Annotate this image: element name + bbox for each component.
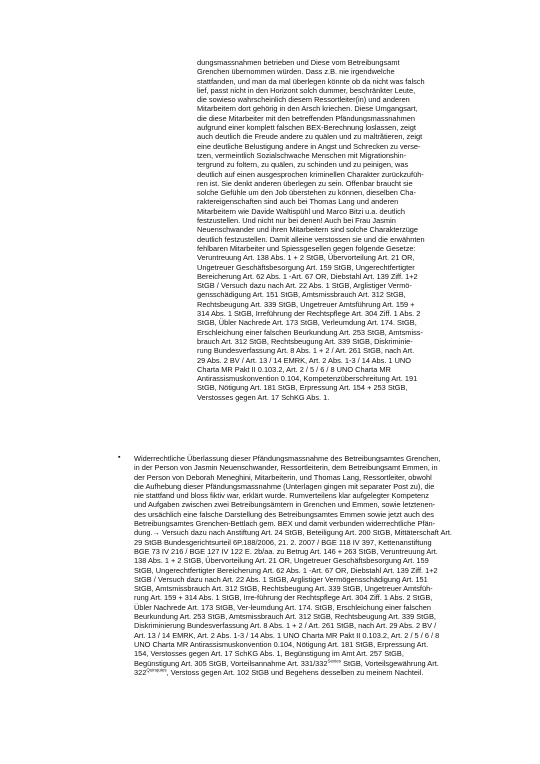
text-line: fehlbaren Mitarbeiter und Spiessgesellen gegen folgende Gesetze: [197, 243, 416, 253]
text-line: die sowieso wahrscheinlich diesem Ressortleiter(in) und anderen [197, 95, 410, 105]
text-line: tergrund zu foltern, zu quälen, zu schinden und zu peinigen, was [197, 160, 409, 170]
text-line: Erschleichung einer falschen Beurkundung Art. 253 StGB, Amtsmiss- [197, 327, 423, 337]
line-text: StGB, Vorteilsgewährung Art. [341, 658, 439, 668]
text-line: StGB, Ungerechtfertigter Bereicherung Art. 62 Abs. 1 -Art. 67 OR, Diebstahl Art. 139 Ziff. 1+2 [134, 565, 438, 575]
text-line: die Aufhebung dieser Pfändungsmassnahme (Unterlagen gingen mit separater Post zu), die [134, 481, 435, 491]
text-line: Widerrechtliche Überlassung dieser Pfändungsmassnahme des Betreibungsamtes Grenchen, [134, 454, 441, 463]
text-line: Rechtsbeugung Art. 339 StGB, Ungetreuer Amtsführung Art. 159 + [197, 299, 415, 309]
text-line: Verstosses gegen Art. 17 SchKG Abs. 1. [197, 392, 330, 402]
text-line: 314 Abs. 1 StGB, Irreführung der Rechtspflege Art. 304 Ziff. 1 Abs. 2 [197, 309, 421, 319]
text-line: StGB, Nötigung Art. 181 StGB, Erpressung Art. 154 + 253 StGB, [197, 383, 408, 393]
text-line: Beurkundung Art. 253 StGB, Amtsmissbrauch Art. 312 StGB, Rechtsbeugung Art. 339 StGB, [134, 612, 436, 622]
text-line [134, 659, 477, 668]
text-line: der Person von Deborah Meneghini, Mitarbeiterin, und Thomas Lang, Ressortleiter, obwohl [134, 472, 432, 482]
text-line: StGB / Versuch dazu nach Art. 22 Abs. 1 StGB, Arglistiger Vermögensschädigung Art. 151 [134, 574, 428, 584]
superscript: Quinquies [146, 667, 167, 673]
line-text: 322 [134, 667, 147, 677]
text-line: deutlich auf einen ausgesprochen kriminellen Charakter zurückzufüh- [197, 169, 424, 179]
text-line: UNO Charta MR Antirassismuskonvention 0.104, Nötigung Art. 181 StGB, Erpressung Art. [134, 639, 429, 649]
square-bullet-icon [118, 455, 124, 461]
bullet-paragraph [134, 454, 477, 677]
text-line: des ursächlich eine falsche Darstellung des Betreibungsamtes Emmen sowie jetzt auch des [134, 509, 434, 519]
text-line: auch deutlich die Freude andere zu quälen und zu maltrătieren, zeigt [197, 132, 423, 142]
text-line: Antirassismuskonvention 0.104, Kompetenzüberschreitung Art. 191 [197, 374, 418, 384]
text-line: aufgrund einer komplett falschen BEX-Berechnung loslassen, zeigt [197, 123, 416, 133]
text-line: Grenchen übernommen würden. Dass z.B. nie irgendwelche [197, 67, 395, 77]
paragraph-continued [197, 58, 477, 402]
text-line: eine deutliche Belustigung andere in Angst und Schrecken zu verse- [197, 141, 421, 151]
text-line [134, 668, 477, 677]
line-text: , Verstoss gegen Art. 102 StGB und Begehens desselben zu meinem Nachteil. [166, 667, 424, 677]
text-line: festzustellen. Und nicht nur bei denen! Auch bei Frau Jasmin [197, 216, 396, 226]
text-line: rung Bundesverfassung Art. 8 Abs. 1 + 2 / Art. 261 StGB, nach Art. [197, 346, 415, 356]
text-line: lief, passt nicht in den Horizont solch dummer, beschränkter Leute, [197, 85, 416, 95]
text-line: raktereigenschaften sind auch bei Thomas Lang und anderen [197, 197, 399, 207]
text-line: 29 Abs. 2 BV / Art. 13 / 14 EMRK, Art. 2 Abs. 1-3 / 14 Abs. 1 UNO [197, 355, 412, 365]
text-line: und Aufgaben zwischen zwei Betreibungsämtern in Grenchen und Emmen, sowie letztenen- [134, 500, 436, 510]
superscript: Sexies [327, 658, 342, 664]
text-line: gensschädigung Art. 151 StGB, Amtsmissbrauch Art. 312 StGB, [197, 290, 406, 300]
text-line: BGE 73 IV 216 / BGE 127 IV 122 E. 2b/aa. zu Betrug Art. 146 + 263 StGB, Veruntreuung Art. [134, 546, 438, 556]
text-line: ren ist. Sie denkt anderen überlegen zu sein. Offenbar braucht sie [197, 178, 413, 188]
text-line: in der Person von Jasmin Neuenschwander, Ressortleiterin, dem Betreibungsamt Emmen, in [134, 463, 438, 473]
text-line: solche Gefühle um den Job überstehen zu können, dieselben Cha- [197, 188, 416, 198]
text-line: die diese Mitarbeiter mit den betreffenden Pfändungsmassnahmen [197, 113, 416, 123]
text-line: rung Art. 159 + 314 Abs. 1 StGB, Irre-führung der Rechtspflege Art. 304 Ziff. 1 Abs. 2 StGB, [134, 593, 433, 603]
text-line: Veruntreuung Art. 138 Abs. 1 + 2 StGB, Übervorteilung Art. 21 OR, [197, 253, 415, 263]
text-line: Charta MR Pakt II 0.103.2, Art. 2 / 5 / 6 / 8 UNO Charta MR [197, 364, 391, 374]
text-line: Ungetreuer Geschäftsbesorgung Art. 159 StGB, Ungerechtfertigter [197, 262, 415, 272]
text-line: 154, Verstosses gegen Art. 17 SchKG Abs. 1, Begünstigung im Amt Art. 257 StGB, [134, 649, 404, 659]
text-line: brauch Art. 312 StGB, Rechtsbeugung Art. 339 StGB, Diskriminie- [197, 336, 413, 346]
text-line: StGB, Übler Nachrede Art. 173 StGB, Verleumdung Art. 174. StGB, [197, 318, 417, 328]
text-line: Übler Nachrede Art. 173 StGB, Ver-leumdung Art. 174. StGB, Erschleichung einer falschen [134, 602, 432, 612]
text-line: dung.→ Versuch dazu nach Anstiftung Art. 24 StGB, Beteiligung Art. 200 StGB, Mittäterschaft Art. [134, 528, 452, 538]
text-line: Mitarbeitern dort gehörig in den Arsch kriechen. Diese Umgangsart, [197, 104, 418, 114]
text-line: StGB, Amtsmissbrauch Art. 312 StGB, Rechtsbeugung Art. 339 StGB, Ungetreuer Amtsfüh- [134, 584, 433, 594]
text-line: StGB / Versuch dazu nach Art. 22 Abs. 1 StGB, Arglistiger Vermö- [197, 281, 412, 291]
text-line: tzen, vermeintlich Sozialschwache Menschen mit Migrationshin- [197, 150, 407, 160]
text-line: Art. 13 / 14 EMRK, Art. 2 Abs. 1-3 / 14 Abs. 1 UNO Charta MR Pakt II 0.103.2, Art. 2 / 5 / 6 / 8 [134, 630, 440, 640]
text-line: Diskriminierung Bundesverfassung Art. 8 Abs. 1 + 2 / Art. 261 StGB, nach Art. 29 Abs. 2 BV / [134, 621, 437, 631]
text-line: 29 StGB Bundesgerichtsurteil 6P.188/2006, 21. 2. 2007 / BGE 118 IV 397, Kettenanstiftung [134, 537, 432, 547]
text-line: 138 Abs. 1 + 2 StGB, Übervorteilung Art. 21 OR, Ungetreuer Geschäftsbesorgung Art. 159 [134, 556, 429, 566]
text-line: deutlich festzustellen. Damit alleine verstossen sie und die erwähnten [197, 234, 425, 244]
text-line: dungsmassnahmen betrieben und Diese vom Betreibungsamt [197, 58, 400, 67]
text-line: stattfanden, und man da mal überlegen könnte ob da nicht was falsch [197, 76, 425, 86]
text-line: Betreibungsamtes Grenchen-Bettlach gem. BEX und damit verbunden widerrechtliche Pfän- [134, 519, 436, 529]
text-line: Bereicherung Art. 62 Abs. 1 -Art. 67 OR, Diebstahl Art. 139 Ziff. 1+2 [197, 271, 418, 281]
text-line: Neuenschwander und ihren Mitarbeitern sind solche Charakterzüge [197, 225, 419, 235]
line-text: Begünstigung Art. 305 StGB, Vorteilsannahme Art. 331/332 [134, 658, 328, 668]
text-line: Mitarbeitern wie Davide Waltispühl und Marco Bitzi u.a. deutlich [197, 206, 405, 216]
text-line: nie stattfand und bloss fiktiv war, erklärt wurde. Rumverteilens klar aufgelegter Kompetenz [134, 491, 429, 501]
